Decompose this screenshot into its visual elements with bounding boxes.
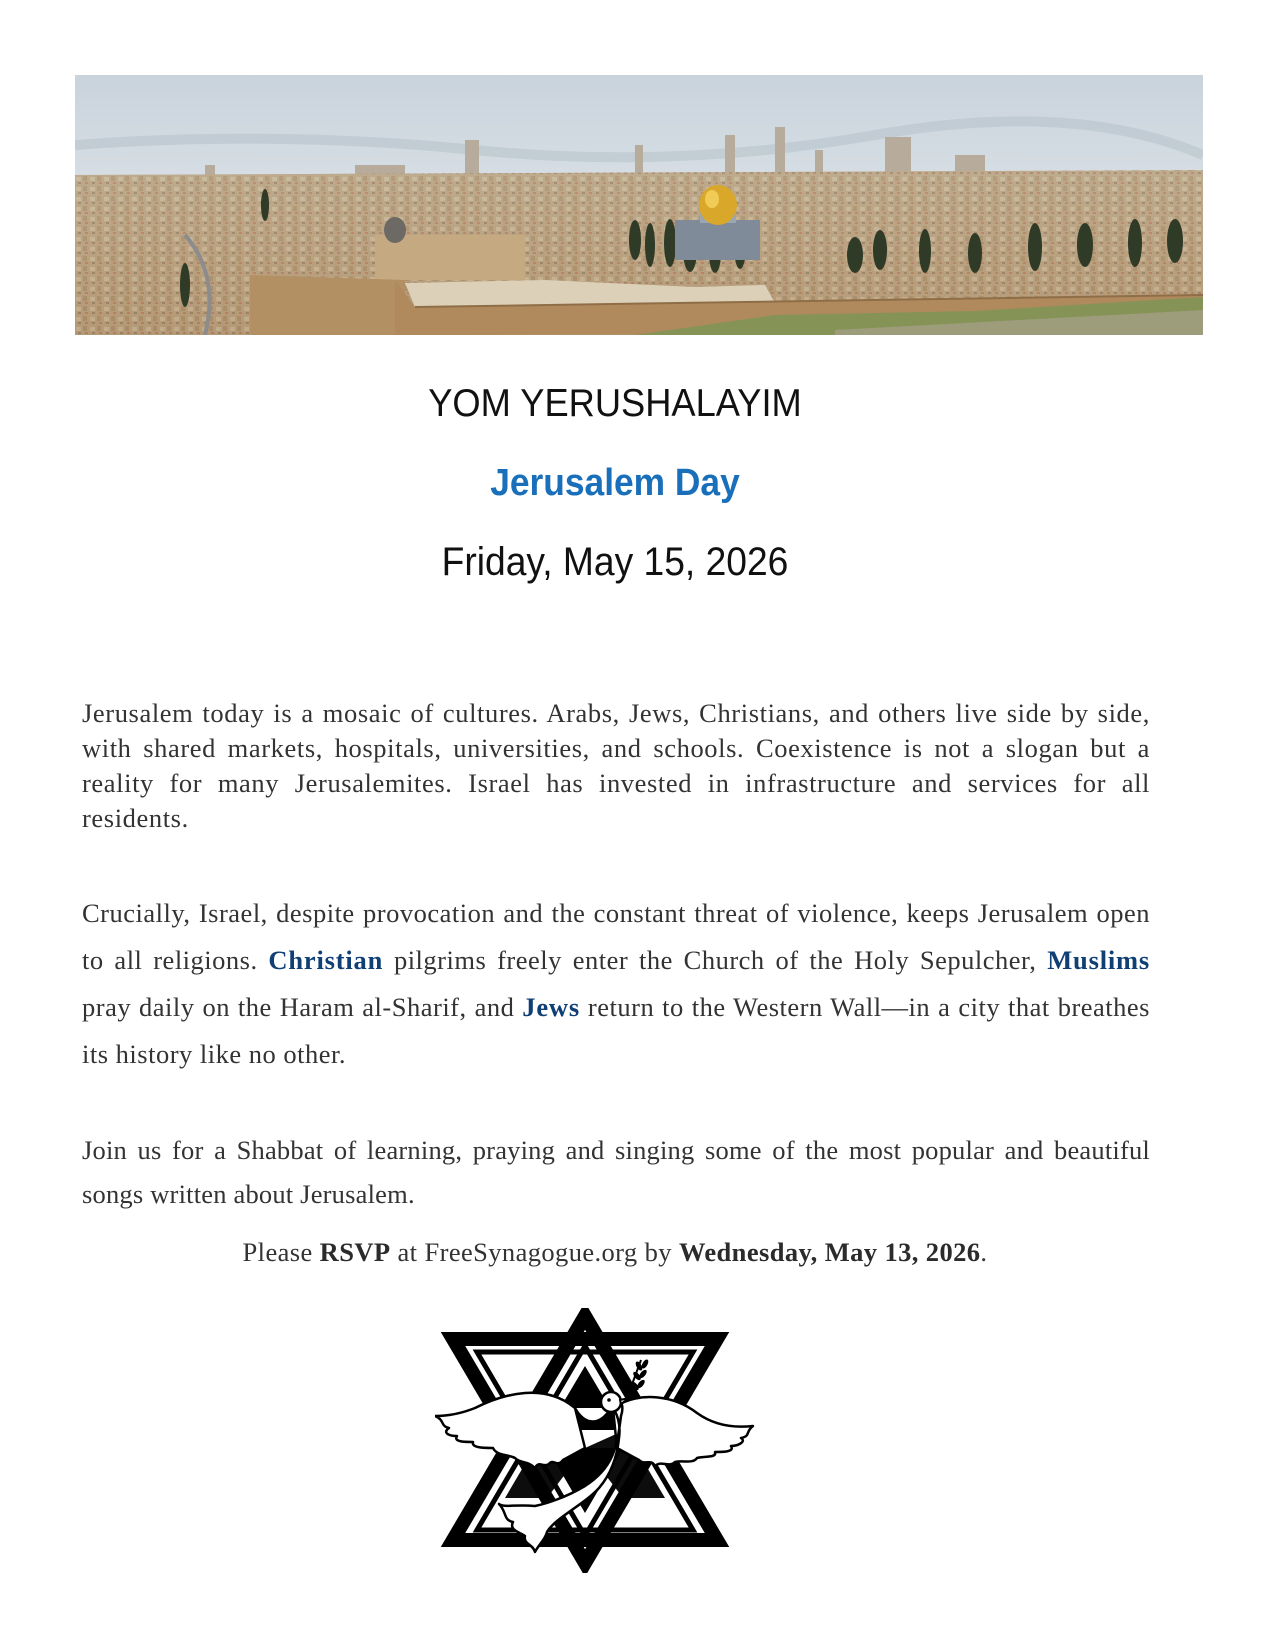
highlight-christian: Christian — [268, 945, 384, 975]
page-title: YOM YERUSHALAYIM — [428, 382, 802, 425]
religions-paragraph — [82, 890, 1150, 1078]
event-date: Friday, May 15, 2026 — [441, 540, 789, 584]
rsvp-prefix: Please — [242, 1237, 320, 1267]
highlight-muslims: Muslims — [1047, 945, 1151, 975]
rsvp-website-text: at FreeSynagogue.org by — [390, 1237, 679, 1267]
religions-text-1: Crucially, Israel, despite provocation and the constant threat of violence, keeps Jerusalem open to all religions. — [82, 898, 1150, 975]
intro-paragraph: Jerusalem today is a mosaic of cultures. Arabs, Jews, Christians, and others live side by side, with shared markets, hospitals, universities, and schools. Coexistence is not a slogan but a reality for many Jerusalemites. Israel has invested in infrastructure and services for all residents. — [82, 698, 1150, 833]
rsvp-word: RSVP — [319, 1237, 391, 1267]
rsvp-suffix: . — [980, 1237, 988, 1267]
star-of-david-with-dove-icon — [435, 1308, 765, 1573]
religions-text-4: return to the Western Wall—in a city that breathes its history like no other. — [82, 992, 1150, 1069]
page-subtitle: Jerusalem Day — [490, 462, 740, 504]
jerusalem-panorama-image — [75, 75, 1203, 335]
jerusalem-panorama-illustration — [75, 75, 1203, 335]
religions-text-3: pray daily on the Haram al-Sharif, and — [82, 992, 523, 1022]
star-of-david-dove-logo — [435, 1308, 765, 1573]
religions-text-2: pilgrims freely enter the Church of the Holy Sepulcher, — [383, 945, 1048, 975]
rsvp-deadline: Wednesday, May 13, 2026 — [678, 1237, 981, 1267]
invitation-paragraph: Join us for a Shabbat of learning, praying and singing some of the most popular and beautiful songs written about Jerusalem. — [82, 1135, 1150, 1209]
rsvp-line — [0, 1237, 1230, 1268]
highlight-jews: Jews — [522, 992, 580, 1022]
